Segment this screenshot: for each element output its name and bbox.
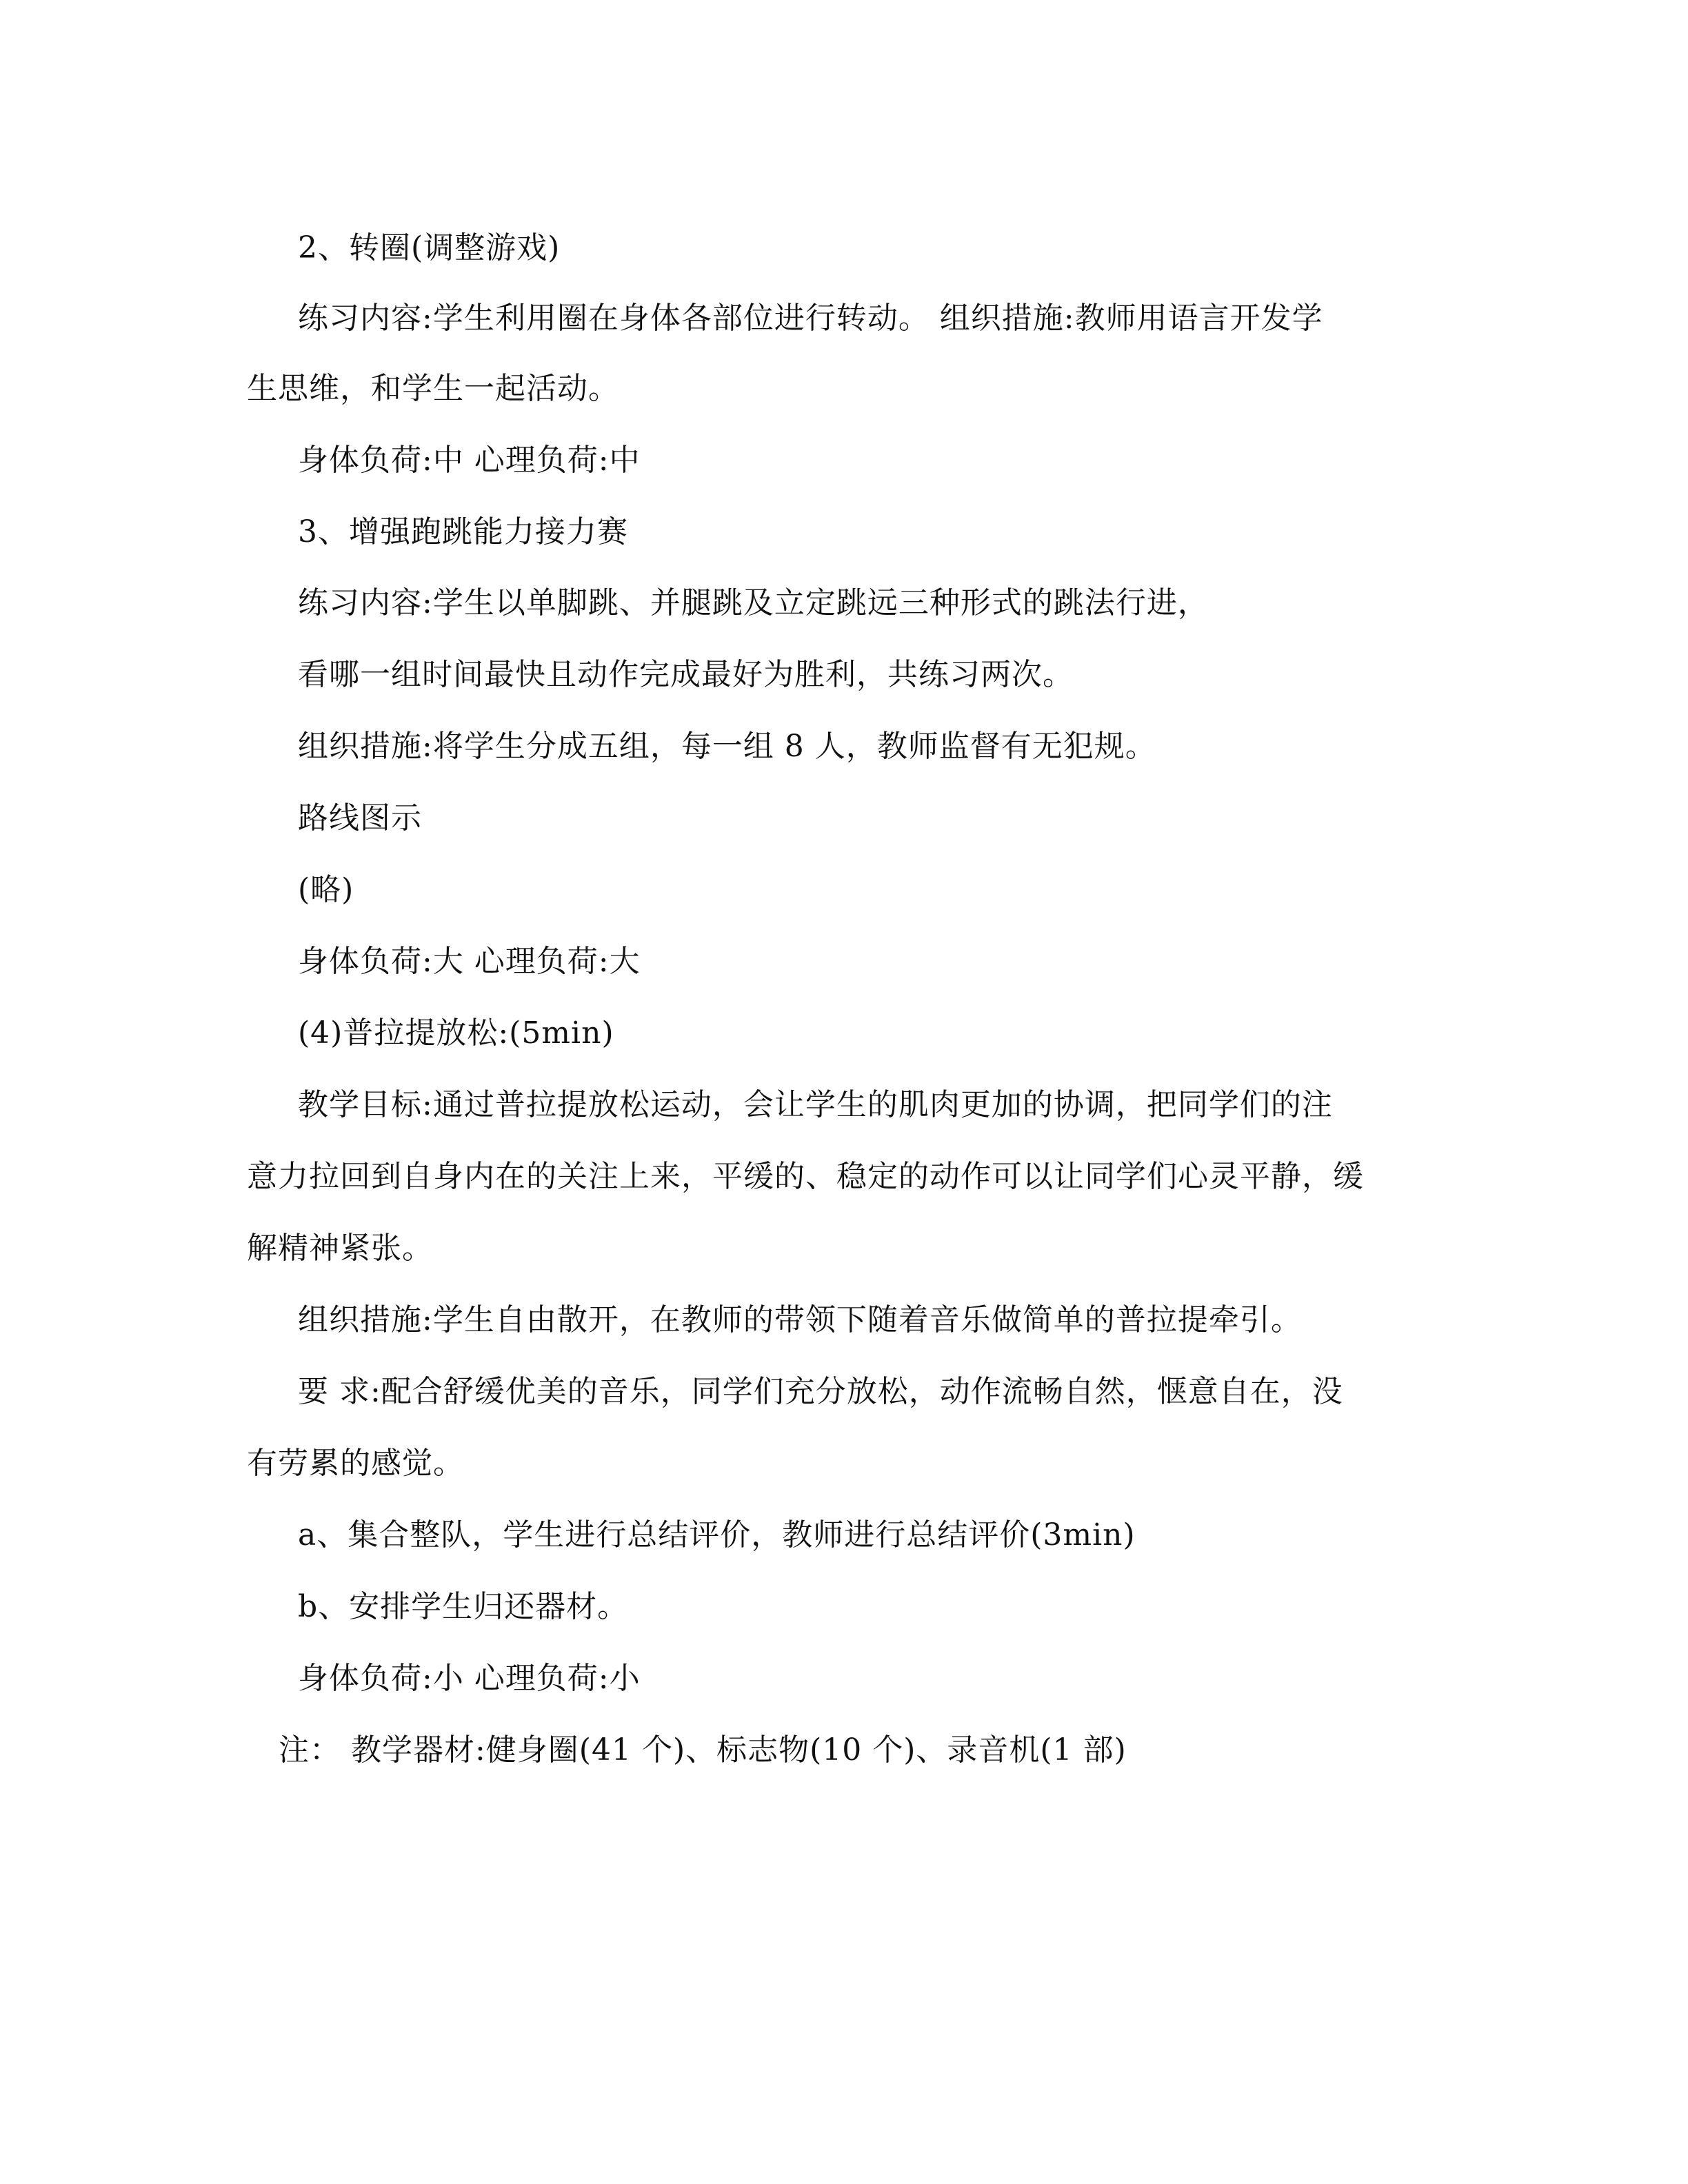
- section-heading-turning-hoop: 2、转圈(调整游戏): [298, 230, 561, 265]
- paragraph-line: 看哪一组时间最快且动作完成最好为胜利，共练习两次。: [298, 657, 1074, 692]
- load-line: 身体负荷:小 心理负荷:小: [298, 1661, 641, 1696]
- paragraph-line: 组织措施:将学生分成五组，每一组 8 人，教师监督有无犯规。: [298, 729, 1156, 764]
- paragraph-line: 有劳累的感觉。: [247, 1446, 464, 1481]
- paragraph-line: 练习内容:学生利用圈在身体各部位进行转动。 组织措施:教师用语言开发学: [298, 301, 1323, 336]
- paragraph-line: 教学目标:通过普拉提放松运动，会让学生的肌肉更加的协调，把同学们的注: [298, 1087, 1333, 1122]
- paragraph-line: 意力拉回到自身内在的关注上来，平缓的、稳定的动作可以让同学们心灵平静，缓: [247, 1159, 1364, 1194]
- paragraph-line: 练习内容:学生以单脚跳、并腿跳及立定跳远三种形式的跳法行进，: [298, 585, 1209, 620]
- paragraph-line: b、安排学生归还器材。: [298, 1589, 629, 1624]
- paragraph-line: 路线图示: [298, 800, 422, 836]
- paragraph-line: (略): [298, 872, 354, 907]
- equipment-note: 注： 教学器材:健身圈(41 个)、标志物(10 个)、录音机(1 部): [279, 1732, 1127, 1768]
- load-line: 身体负荷:中 心理负荷:中: [298, 443, 641, 478]
- paragraph-line: 生思维，和学生一起活动。: [247, 371, 619, 406]
- paragraph-line: 要 求:配合舒缓优美的音乐，同学们充分放松，动作流畅自然，惬意自在，没: [298, 1374, 1343, 1409]
- paragraph-line: 解精神紧张。: [247, 1231, 433, 1266]
- paragraph-line: a、集合整队，学生进行总结评价，教师进行总结评价(3min): [298, 1517, 1136, 1553]
- section-heading-relay: 3、增强跑跳能力接力赛: [298, 514, 628, 549]
- paragraph-line: 组织措施:学生自由散开，在教师的带领下随着音乐做简单的普拉提牵引。: [298, 1302, 1302, 1337]
- load-line: 身体负荷:大 心理负荷:大: [298, 944, 641, 979]
- section-heading-pilates: (4)普拉提放松:(5min): [298, 1015, 614, 1051]
